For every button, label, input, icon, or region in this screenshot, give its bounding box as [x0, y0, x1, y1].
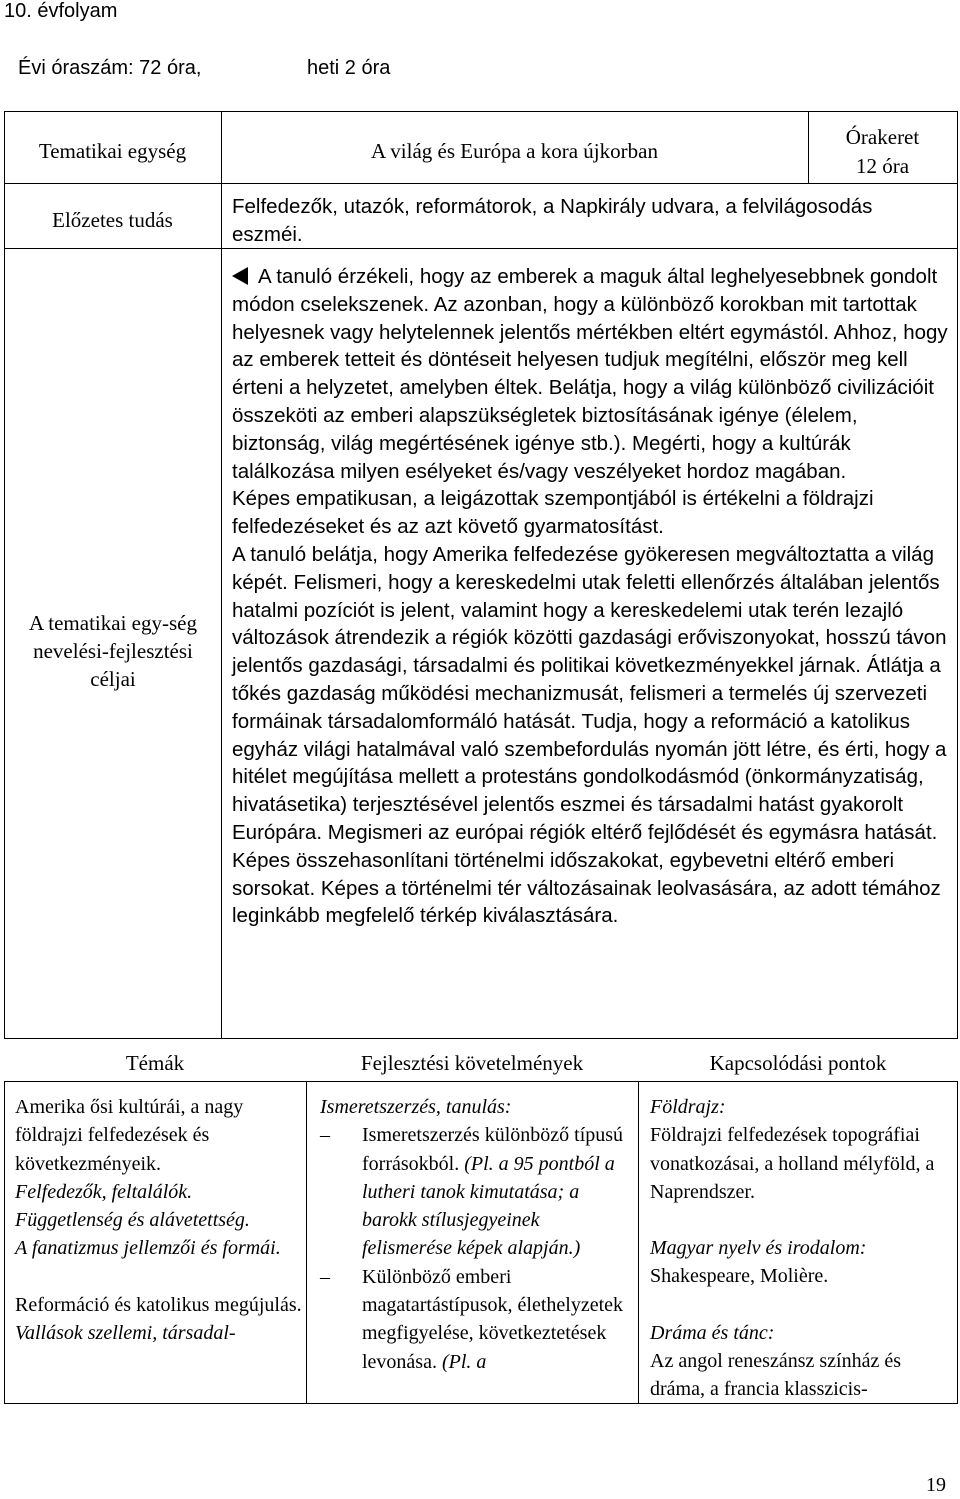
- annual-hours: Évi óraszám: 72 óra,: [18, 57, 202, 79]
- page-number: 19: [926, 1474, 946, 1496]
- link-subject-geography: Földrajz:: [650, 1096, 726, 1118]
- table1-col-divider: [221, 111, 222, 1039]
- hours-label: Órakeret: [845, 125, 920, 149]
- table1-bottom-border: [4, 1038, 958, 1039]
- table2-top-border: [4, 1081, 958, 1082]
- link-subject-drama: Dráma és tánc:: [650, 1321, 775, 1344]
- requirements-cell: [320, 1093, 632, 1376]
- link-text-drama: Az angol reneszánsz színház és dráma, a francia klasszicis-: [650, 1350, 901, 1401]
- grade-heading: 10. évfolyam: [4, 0, 118, 22]
- goals-label: A tematikai egy-ség nevelési-fejlesztési céljai: [29, 611, 197, 691]
- column-header-links: Kapcsolódási pontok: [709, 1051, 887, 1075]
- hours-box: [808, 123, 957, 181]
- topic-item: Reformáció és katolikus megújulás.: [15, 1293, 302, 1316]
- links-cell: [650, 1093, 950, 1404]
- topic-item: Amerika ősi kultúrái, a nagy földrajzi felfedezések és következményeik.: [15, 1096, 244, 1175]
- link-subject-literature: Magyar nyelv és irodalom:: [650, 1237, 867, 1260]
- topic-item: A fanatizmus jellemzői és formái.: [15, 1237, 281, 1260]
- hours-value: 12 óra: [855, 154, 910, 178]
- spacer: [650, 1291, 950, 1319]
- column-header-topics: Témák: [125, 1051, 185, 1075]
- topic-item: Felfedezők, feltalálók.: [15, 1180, 193, 1203]
- spacer: [650, 1206, 950, 1234]
- goals-paragraph-3: A tanuló belátja, hogy Amerika felfedezése gyökeresen megváltoztatta a világ képét. Felismeri, hogy a kereskedelmi utak feletti ellenőrzés általában jelentős hatalmi pozíciót is jelent, valamint hogy a kereskedelemi utak terén lezajló változások átrendezik a régiók közötti gazdasági erőviszonyokat, hosszú távon jelentős gazdasági, társadalmi és politikai következményekkel járnak. Átlátja a tőkés gazdaság működési mechanizmusát, felismeri a termelés új szervezeti formáinak társadalomformáló hatását. Tudja, hogy a reformáció a katolikus egyház világi hatalmával való szembefordulás nyomán jött létre, és érti, hogy a hitélet megújítása mellett a protestáns gondolkodásmód (önkormányzatiság, hivatásetika) terjesztésével jelentős eszmei és társadalmi hatást gyakorolt Európára. Megismeri az európai régiók eltérő fejlődését és egymásra hatását.: [232, 542, 947, 844]
- table1-row1-border: [4, 183, 958, 184]
- requirement-item: – Ismeretszerzés különböző típusú forrásokból. (Pl. a 95 pontból a lutheri tanok kimutatása; a barokk stílusjegyeinek felismerése képek alapján.): [320, 1121, 632, 1262]
- left-arrow-icon: [232, 267, 248, 285]
- table1-left-border: [4, 111, 5, 1039]
- spacer: [15, 1263, 303, 1291]
- goals-paragraph-4: Képes összehasonlítani történelmi időszakokat, egybevetni eltérő emberi sorsokat. Képes a történelmi tér változásainak leolvasására, az adott témához leginkább megfelelő térkép kiválasztására.: [232, 848, 941, 928]
- goals-paragraph-1: A tanuló érzékeli, hogy az emberek a maguk által leghelyesebbnek gondolt módon cselekszenek. Az azonban, hogy a különböző korokban mit tartottak helyesnek vagy helytelennek jelentős mértékben eltért egymástól. Ahhoz, hogy az emberek tetteit és döntéseit helyesen tudjuk megítélni, először meg kell érteni a helyzetet, amelyben éltek. Belátja, hogy a világ különböző civilizációit összeköti az emberi alapszükségletek biztosításának igénye (élelem, biztonság, világ megértésének igénye stb.). Megérti, hogy a kultúrák találkozása milyen esélyeket és/vagy veszélyeket hordoz magában.: [232, 265, 948, 483]
- prior-knowledge-label: Előzetes tudás: [52, 208, 173, 232]
- column-header-requirements: Fejlesztési követelmények: [360, 1051, 584, 1075]
- table1-right-border: [957, 111, 958, 1039]
- table2-col-divider-1: [306, 1081, 307, 1404]
- goals-paragraph-2: Képes empatikusan, a leigázottak szempontjából is értékelni a földrajzi felfedezéseket és az azt követő gyarmatosítást.: [232, 487, 874, 539]
- table1-top-border: [4, 111, 958, 112]
- link-text-literature: Shakespeare, Molière.: [650, 1265, 829, 1288]
- unit-title: A világ és Európa a kora újkorban: [371, 139, 658, 163]
- topic-item: Vallások szellemi, társadal-: [15, 1322, 236, 1345]
- link-text-geography: Földrajzi felfedezések topográfiai vonatkozásai, a holland mélyföld, a Naprendszer.: [650, 1124, 935, 1203]
- table2-col-divider-2: [638, 1081, 639, 1404]
- topics-cell: [15, 1093, 303, 1347]
- topic-item: Függetlenség és alávetettség.: [15, 1209, 250, 1232]
- weekly-hours: heti 2 óra: [307, 57, 391, 79]
- prior-knowledge-text: Felfedezők, utazók, reformátorok, a Napkirály udvara, a felvilágosodás eszméi.: [232, 195, 873, 246]
- requirements-list: [320, 1121, 632, 1376]
- unit-label: Tematikai egység: [38, 139, 187, 163]
- goals-text: [232, 263, 948, 930]
- table2-left-border: [4, 1081, 5, 1404]
- table2-right-border: [957, 1081, 958, 1404]
- requirement-item: – Különböző emberi magatartástípusok, élethelyzetek megfigyelése, következtetések levonása. (Pl. a: [320, 1263, 632, 1376]
- requirements-heading: Ismeretszerzés, tanulás:: [320, 1096, 512, 1118]
